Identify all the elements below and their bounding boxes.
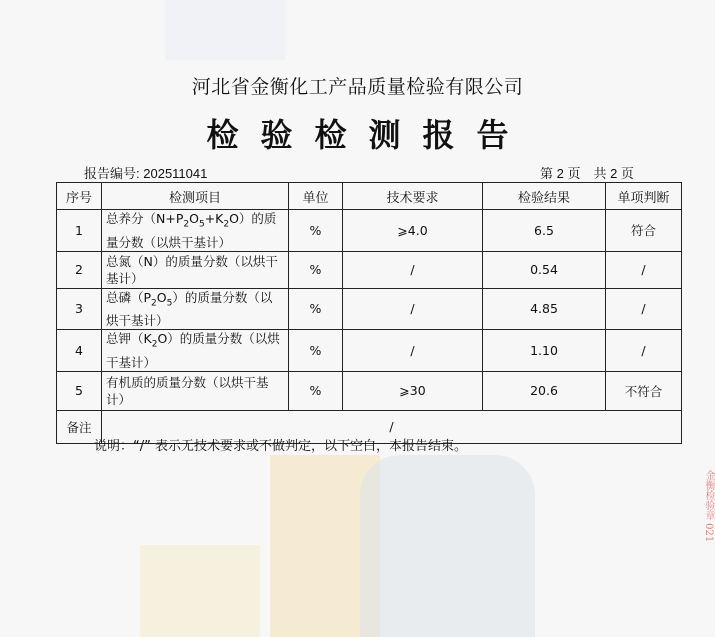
table-row bbox=[57, 330, 682, 372]
seal-stamp-edge: 金衡检验章 021 bbox=[703, 470, 714, 543]
row-result: 4.85 bbox=[483, 288, 606, 330]
row-item: 总钾$(K_2O)$的质量分数（以烘干基计） bbox=[102, 330, 289, 372]
remark-label: 备注 bbox=[57, 410, 102, 443]
remark-value: / bbox=[102, 410, 682, 443]
row-result: 0.54 bbox=[483, 251, 606, 288]
row-requirement: / bbox=[343, 330, 483, 372]
row-requirement: / bbox=[343, 251, 483, 288]
header-requirement: 技术要求 bbox=[343, 183, 483, 210]
header-no: 序号 bbox=[57, 183, 102, 210]
row-no: 5 bbox=[57, 371, 102, 410]
row-no: 2 bbox=[57, 251, 102, 288]
row-item: 总磷$(P_2O_5)$的质量分数（以烘干基计） bbox=[102, 288, 289, 330]
row-judgement: / bbox=[606, 251, 682, 288]
row-judgement: 符合 bbox=[606, 210, 682, 252]
row-item: 总养分$(N+P_2O_5+K_2O)$的质量分数（以烘干基计） bbox=[102, 210, 289, 252]
header-judgement: 单项判断 bbox=[606, 183, 682, 210]
row-unit: % bbox=[289, 210, 343, 252]
row-judgement: / bbox=[606, 288, 682, 330]
report-number bbox=[84, 163, 207, 182]
results-table bbox=[56, 182, 682, 444]
row-requirement: / bbox=[343, 288, 483, 330]
row-result: 6.5 bbox=[483, 210, 606, 252]
row-no: 1 bbox=[57, 210, 102, 252]
row-result: 1.10 bbox=[483, 330, 606, 372]
row-result: 20.6 bbox=[483, 371, 606, 410]
row-item: 有机质的质量分数（以烘干基计） bbox=[102, 371, 289, 410]
header-result: 检验结果 bbox=[483, 183, 606, 210]
row-requirement: ⩾4.0 bbox=[343, 210, 483, 252]
company-name: 河北省金衡化工产品质量检验有限公司 bbox=[191, 76, 524, 98]
table-header-row bbox=[57, 183, 682, 210]
table-row bbox=[57, 288, 682, 330]
table-row bbox=[57, 210, 682, 252]
report-number-label: 报告编号: bbox=[84, 166, 140, 181]
report-title: 检验检测报告 bbox=[206, 116, 531, 154]
row-unit: % bbox=[289, 251, 343, 288]
row-requirement: ⩾30 bbox=[343, 371, 483, 410]
row-unit: % bbox=[289, 330, 343, 372]
row-judgement: 不符合 bbox=[606, 371, 682, 410]
row-item: 总氮（N）的质量分数（以烘干基计） bbox=[102, 251, 289, 288]
row-no: 4 bbox=[57, 330, 102, 372]
header-unit: 单位 bbox=[289, 183, 343, 210]
header-item: 检测项目 bbox=[102, 183, 289, 210]
row-no: 3 bbox=[57, 288, 102, 330]
table-row bbox=[57, 251, 682, 288]
footer-note: 说明：“/” 表示无技术要求或不做判定，以下空白，本报告结束。 bbox=[94, 439, 467, 454]
row-judgement: / bbox=[606, 330, 682, 372]
table-row bbox=[57, 371, 682, 410]
row-unit: % bbox=[289, 371, 343, 410]
page-info: 第 2 页 共 2 页 bbox=[540, 166, 634, 181]
row-unit: % bbox=[289, 288, 343, 330]
report-number-value: 202511041 bbox=[143, 166, 208, 181]
